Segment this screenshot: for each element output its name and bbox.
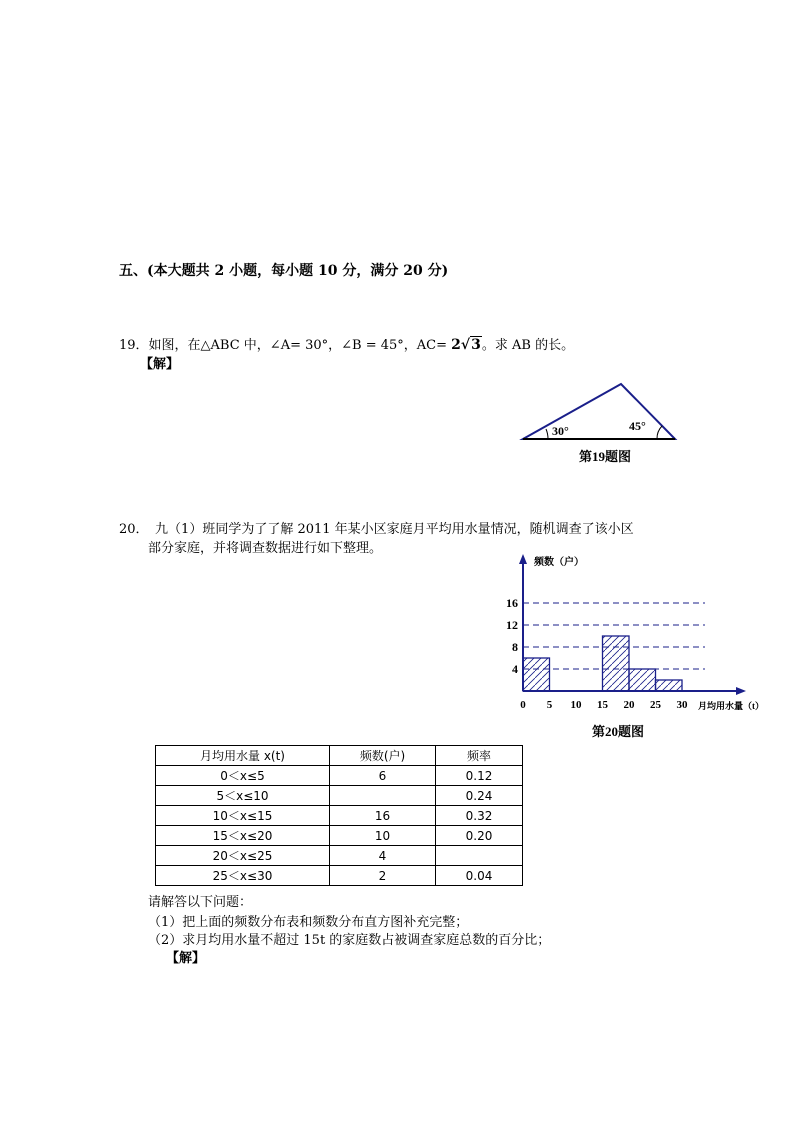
frequency-table xyxy=(155,745,523,886)
count-cell: 10 xyxy=(330,826,436,846)
figure-19-caption: 第19题图 xyxy=(579,449,632,464)
q20-prompt: 请解答以下问题： xyxy=(148,895,253,910)
y-tick-label: 4 xyxy=(512,662,518,676)
count-cell: 6 xyxy=(330,766,436,786)
rate-cell xyxy=(436,846,523,866)
q20-line1: 20． 九（1）班同学为了了解 2011 年某小区家庭月平均用水量情况，随机调查了该小区 xyxy=(119,522,634,537)
sqrt-coefficient: 2 xyxy=(451,337,461,353)
sqrt-expression: 2√3 xyxy=(451,337,481,353)
x-axis-label: 月均用水量（t） xyxy=(698,701,764,711)
q19-text: 19．如图，在△ABC 中，∠A= 30°，∠B = 45°，AC= xyxy=(119,338,452,353)
x-tick-label: 15 xyxy=(597,699,608,711)
q19-text-end: 。求 AB 的长。 xyxy=(481,338,575,353)
sqrt-radicand: 3 xyxy=(471,337,481,353)
y-tick-label: 8 xyxy=(512,640,518,654)
q20-sub1: （1）把上面的频数分布表和频数分布直方图补充完整； xyxy=(148,915,469,930)
range-cell: 20＜x≤25 xyxy=(156,846,330,866)
table-row xyxy=(156,766,523,786)
q20-answer-label: 【解】 xyxy=(166,951,206,966)
x-tick-label: 25 xyxy=(650,699,661,711)
x-tick-label: 0 xyxy=(520,699,526,711)
x-tick-label: 20 xyxy=(623,699,635,711)
range-cell: 25＜x≤30 xyxy=(156,866,330,886)
range-cell: 0＜x≤5 xyxy=(156,766,330,786)
figure-20-caption: 第20题图 xyxy=(592,724,645,739)
angle-a-arc xyxy=(546,429,548,439)
range-cell: 5＜x≤10 xyxy=(156,786,330,806)
x-tick-label: 30 xyxy=(676,699,688,711)
x-tick-label: 10 xyxy=(570,699,582,711)
y-axis-arrow xyxy=(519,554,527,564)
table-row xyxy=(156,846,523,866)
count-cell: 2 xyxy=(330,866,436,886)
y-tick-label: 16 xyxy=(506,596,518,610)
histogram-chart xyxy=(500,545,790,745)
triangle-figure xyxy=(515,378,685,468)
count-cell: 4 xyxy=(330,846,436,866)
range-cell: 15＜x≤20 xyxy=(156,826,330,846)
rate-cell: 0.04 xyxy=(436,866,523,886)
count-cell: 16 xyxy=(330,806,436,826)
histogram-bar xyxy=(523,658,550,691)
rate-cell: 0.24 xyxy=(436,786,523,806)
histogram-bar xyxy=(656,680,683,691)
rate-cell: 0.12 xyxy=(436,766,523,786)
histogram-bar xyxy=(603,636,630,691)
table-row xyxy=(156,866,523,886)
range-cell: 10＜x≤15 xyxy=(156,806,330,826)
section-title: 五、(本大题共 2 小题，每小题 10 分，满分 20 分) xyxy=(119,263,449,279)
angle-b-label: 45° xyxy=(629,419,646,433)
header-water-usage: 月均用水量 x(t) xyxy=(156,746,330,766)
count-cell xyxy=(330,786,436,806)
q20-line2: 部分家庭，并将调查数据进行如下整理。 xyxy=(148,541,383,556)
x-tick-label: 5 xyxy=(546,699,553,711)
angle-a-label: 30° xyxy=(552,424,569,438)
table-header-row xyxy=(156,746,523,766)
rate-cell: 0.20 xyxy=(436,826,523,846)
rate-cell: 0.32 xyxy=(436,806,523,826)
histogram-bar xyxy=(629,669,656,691)
y-tick-label: 12 xyxy=(506,618,518,632)
q20-sub2: （2）求月均用水量不超过 15t 的家庭数占被调查家庭总数的百分比； xyxy=(148,933,551,948)
header-frequency: 频数(户) xyxy=(330,746,436,766)
table-row xyxy=(156,806,523,826)
triangle-abc xyxy=(523,384,675,439)
question-19 xyxy=(119,334,574,353)
angle-b-arc xyxy=(657,426,662,439)
y-axis-label: 频数（户） xyxy=(534,557,584,568)
table-row xyxy=(156,826,523,846)
table-row xyxy=(156,786,523,806)
q19-answer-label: 【解】 xyxy=(140,357,180,372)
header-rate: 频率 xyxy=(436,746,523,766)
x-axis-arrow xyxy=(736,687,746,695)
